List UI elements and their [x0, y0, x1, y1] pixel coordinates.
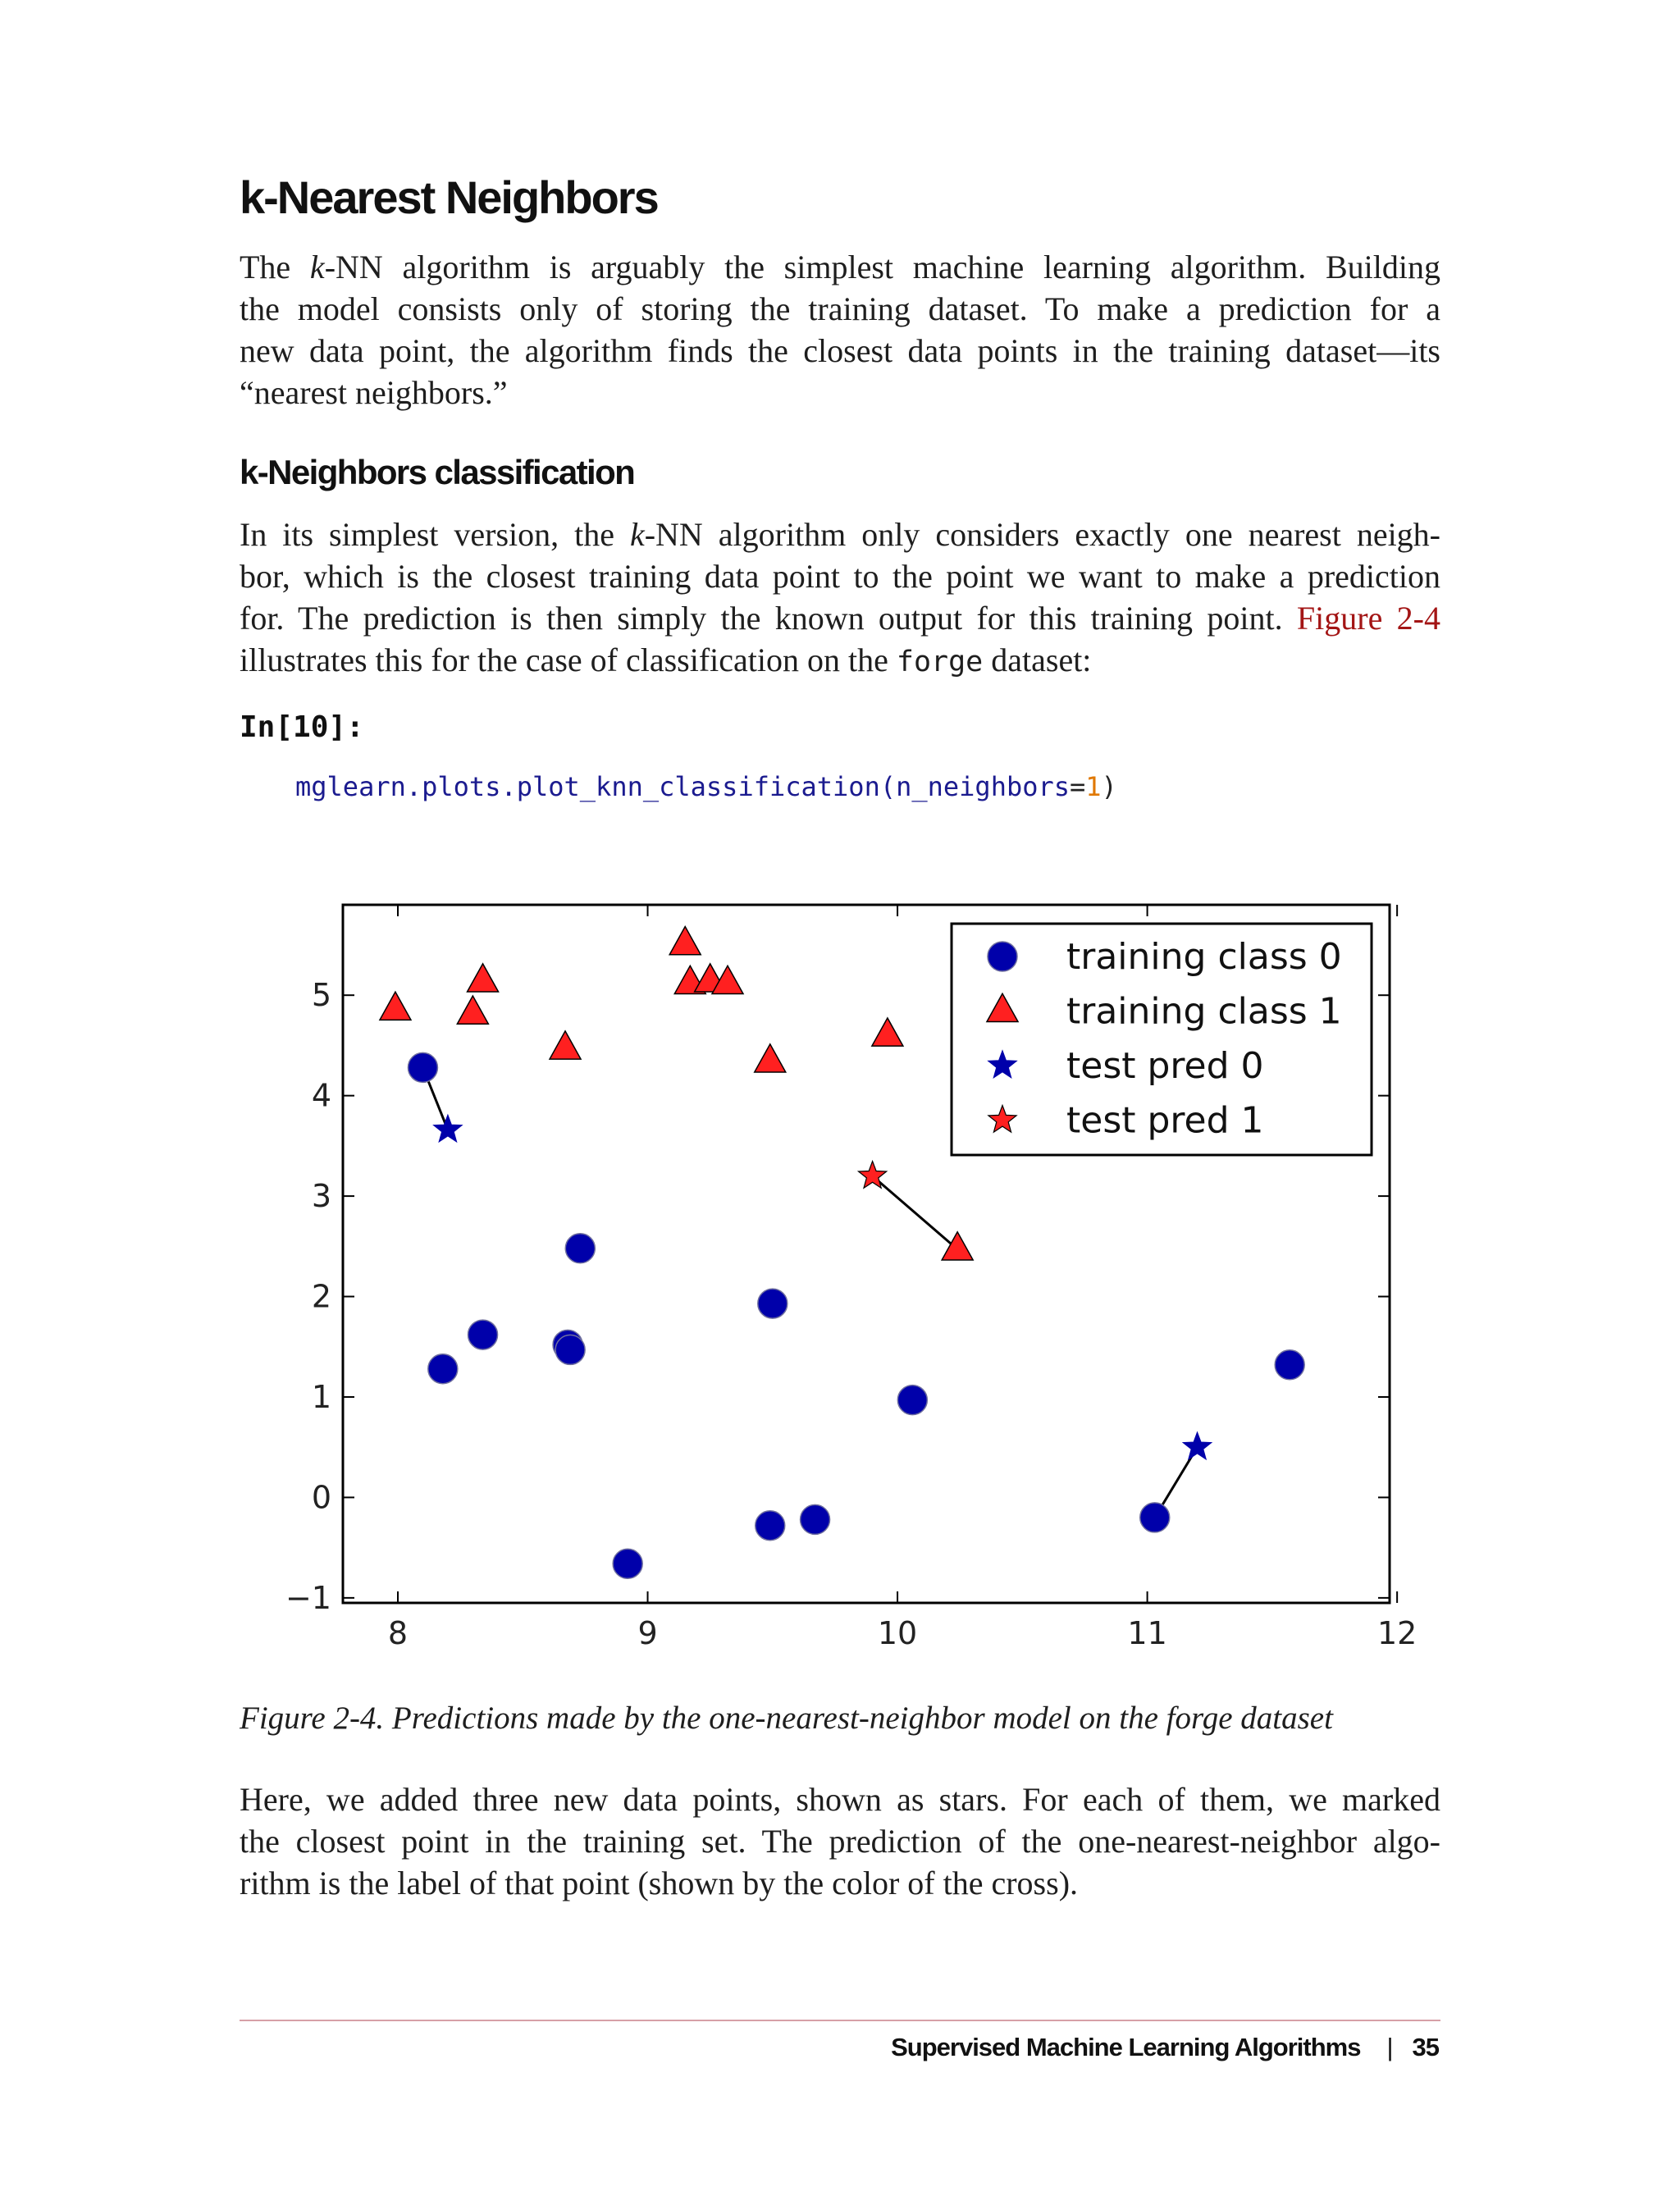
x-tick-label: 8 — [387, 1615, 409, 1651]
x-tick-label: 12 — [1376, 1615, 1418, 1651]
x-tick-label: 9 — [637, 1615, 658, 1651]
class-0-point — [801, 1504, 830, 1534]
figure-caption: Figure 2-4. Predictions made by the one-nearest-neighbor model on the forge dataset — [240, 1701, 1333, 1736]
class-0-point — [565, 1234, 595, 1263]
closing-line-2: the closest point in the training set. The prediction of the one-nearest-neighbor algo- — [240, 1823, 1440, 1860]
classification-line-3: for. The prediction is then simply the known output for this training point. Figure 2-4 — [240, 600, 1440, 637]
footer-separator: | — [1386, 2033, 1393, 2061]
class-0-point — [468, 1320, 498, 1349]
legend-label-test-pred-1: test pred 1 — [1066, 1099, 1264, 1142]
forge-code-inline: forge — [896, 646, 984, 678]
class-0-point — [428, 1354, 458, 1384]
classification-line-2: bor, which is the closest training data point to the point we want to make a prediction — [240, 558, 1440, 595]
y-tick-label: 5 — [311, 977, 331, 1014]
closing-line-3: rithm is the label of that point (shown by the color of the cross). — [240, 1865, 1079, 1901]
y-tick-label: 4 — [311, 1077, 331, 1114]
code-line: mglearn.plots.plot_knn_classification(n_neighbors=1) — [295, 771, 1117, 802]
class-0-point — [897, 1386, 927, 1415]
subsection-title: k-Neighbors classification — [240, 453, 635, 491]
class-0-point — [555, 1335, 585, 1364]
y-tick-label: −1 — [285, 1579, 331, 1616]
x-tick-label: 11 — [1127, 1615, 1167, 1651]
class-0-point — [408, 1052, 437, 1082]
intro-line-2: the model consists only of storing the training dataset. To make a prediction for a — [240, 290, 1440, 327]
class-0-point — [756, 1511, 785, 1541]
figure-2-4-link[interactable]: Figure 2-4 — [1296, 600, 1440, 637]
closing-paragraph — [240, 1778, 1440, 1904]
y-tick-label: 2 — [311, 1278, 331, 1315]
y-tick-label: 3 — [311, 1178, 331, 1215]
class-0-point — [613, 1549, 642, 1578]
code-cell-label: In[10]: — [240, 710, 364, 744]
y-tick-label: 0 — [311, 1479, 331, 1516]
section-title: k-Nearest Neighbors — [240, 171, 658, 223]
y-tick-label: 1 — [311, 1378, 331, 1415]
legend-label-training-class-0: training class 0 — [1066, 936, 1342, 978]
class-0-point — [758, 1289, 788, 1318]
class-0-point — [1140, 1503, 1170, 1532]
legend — [952, 924, 1372, 1155]
legend-label-test-pred-0: test pred 0 — [1066, 1045, 1264, 1087]
class-0-point — [1275, 1350, 1304, 1380]
legend-label-training-class-1: training class 1 — [1066, 990, 1342, 1033]
classification-line-4: illustrates this for the case of classification on the forge dataset: — [240, 641, 1092, 678]
intro-line-1: The k-NN algorithm is arguably the simplest machine learning algorithm. Building — [240, 249, 1441, 285]
legend-marker-training-class-0 — [988, 942, 1017, 971]
page-number: 35 — [1412, 2033, 1439, 2061]
footer-rule — [240, 2020, 1440, 2021]
x-tick-label: 10 — [877, 1615, 918, 1651]
classification-line-1: In its simplest version, the k-NN algorithm only considers exactly one nearest neigh- — [240, 516, 1441, 553]
intro-line-4: “nearest neighbors.” — [240, 374, 508, 411]
closing-line-1: Here, we added three new data points, shown as stars. For each of them, we marked — [240, 1781, 1440, 1818]
page-footer — [891, 2033, 1439, 2062]
running-head: Supervised Machine Learning Algorithms — [891, 2033, 1361, 2061]
intro-line-3: new data point, the algorithm finds the closest data points in the training dataset—its — [240, 332, 1440, 369]
